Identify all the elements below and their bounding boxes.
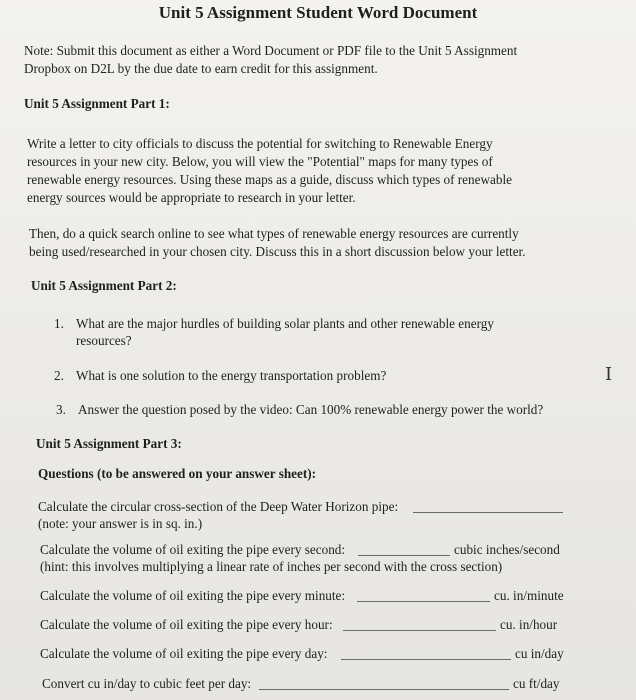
part1-heading: Unit 5 Assignment Part 1: [24, 96, 170, 111]
cross-section-note: (note: your answer is in sq. in.) [38, 516, 203, 531]
volume-minute-question: Calculate the volume of oil exiting the pipe every minute: [40, 588, 346, 603]
volume-day-unit: cu in/day [515, 646, 564, 661]
document-title: Unit 5 Assignment Student Word Document [158, 3, 478, 22]
note-line-1: Note: Submit this document as either a Word Document or PDF file to the Unit 5 Assignment [24, 43, 518, 58]
question-number: 1. [54, 316, 64, 331]
part1-para2-line2: being used/researched in your chosen city. Discuss this in a short discussion below your letter. [29, 244, 526, 259]
part2-heading: Unit 5 Assignment Part 2: [31, 278, 177, 293]
part3-heading: Unit 5 Assignment Part 3: [36, 436, 182, 451]
cross-section-answer-blank[interactable] [413, 512, 563, 513]
volume-day-answer-blank[interactable] [341, 659, 511, 660]
text-cursor-icon: I [605, 364, 613, 385]
question-number: 2. [54, 368, 64, 383]
convert-question: Convert cu in/day to cubic feet per day: [42, 676, 252, 691]
question-1-line-1: What are the major hurdles of building solar plants and other renewable energy [76, 316, 494, 331]
volume-minute-answer-blank[interactable] [357, 601, 490, 602]
volume-hour-question: Calculate the volume of oil exiting the pipe every hour: [40, 617, 333, 632]
part1-para1-line4: energy sources would be appropriate to research in your letter. [27, 190, 356, 205]
volume-hour-answer-blank[interactable] [343, 630, 496, 631]
part2-question-1 [54, 315, 494, 333]
volume-second-question: Calculate the volume of oil exiting the pipe every second: [40, 542, 346, 557]
volume-second-answer-blank[interactable] [358, 555, 450, 556]
question-number: 3. [56, 402, 66, 417]
convert-unit: cu ft/day [513, 676, 560, 691]
part2-question-3 [56, 401, 543, 419]
part1-para1-line2: resources in your new city. Below, you will view the "Potential" maps for many types of [27, 154, 493, 169]
volume-day-question: Calculate the volume of oil exiting the pipe every day: [40, 646, 328, 661]
volume-minute-unit: cu. in/minute [494, 588, 564, 603]
cross-section-question: Calculate the circular cross-section of the Deep Water Horizon pipe: [38, 499, 399, 514]
part3-subheading: Questions (to be answered on your answer sheet): [38, 466, 317, 481]
note-line-2: Dropbox on D2L by the due date to earn credit for this assignment. [24, 61, 378, 76]
part2-question-2 [54, 367, 386, 385]
volume-second-unit: cubic inches/second [454, 542, 560, 557]
question-3-text: Answer the question posed by the video: Can 100% renewable energy power the world? [78, 402, 544, 417]
volume-hour-unit: cu. in/hour [500, 617, 558, 632]
part1-para1-line1: Write a letter to city officials to discuss the potential for switching to Renewable Energy [27, 136, 493, 151]
part1-para2-line1: Then, do a quick search online to see what types of renewable energy resources are currently [29, 226, 519, 241]
convert-answer-blank[interactable] [259, 689, 509, 690]
volume-second-hint: (hint: this involves multiplying a linear rate of inches per second with the cross section) [40, 559, 503, 574]
question-1-line-2: resources? [76, 333, 132, 348]
question-2-text: What is one solution to the energy transportation problem? [76, 368, 387, 383]
part1-para1-line3: renewable energy resources. Using these maps as a guide, discuss which types of renewable [27, 172, 512, 187]
